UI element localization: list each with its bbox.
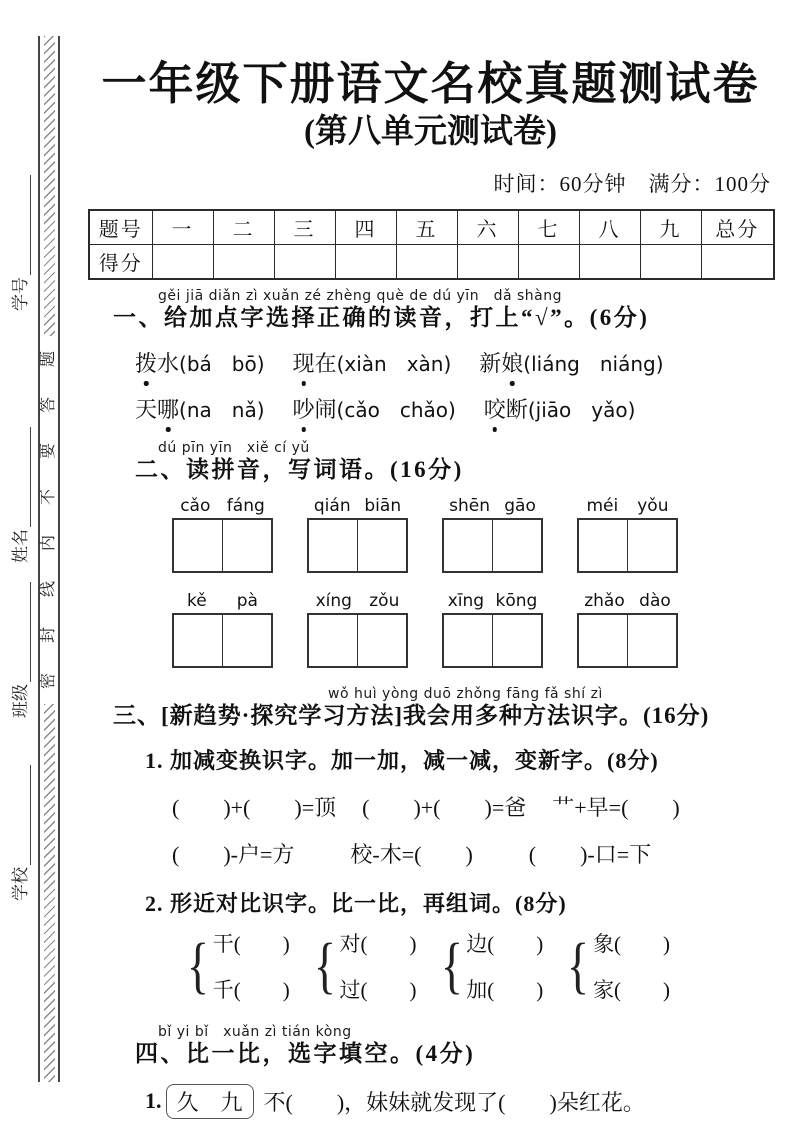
seal-char: 答 xyxy=(39,396,57,414)
hatch-pattern-top xyxy=(44,36,55,336)
section1-heading: 一、给加点字选择正确的读音，打上“√”。(6分) xyxy=(113,304,650,330)
score-cell[interactable] xyxy=(457,244,518,279)
target-word xyxy=(135,351,179,376)
school-field[interactable] xyxy=(9,758,31,908)
target-word xyxy=(135,397,179,422)
syllable: zǒu xyxy=(369,590,400,611)
score-cell[interactable] xyxy=(701,244,774,279)
pair-line[interactable]: 过( ) xyxy=(339,977,417,1002)
syllable: biān xyxy=(364,495,402,516)
char: 新 xyxy=(479,350,502,376)
hatch-pattern-bottom xyxy=(44,704,55,1082)
paper-title: 一年级下册语文名校真题测试卷 xyxy=(101,59,760,109)
pair-line[interactable]: 家( ) xyxy=(593,977,671,1002)
class-label: 班级 xyxy=(11,684,30,718)
answer-boxes xyxy=(442,518,543,573)
section-1 xyxy=(88,288,773,424)
reading-item[interactable] xyxy=(135,347,265,378)
paper-subtitle: (第八单元测试卷) xyxy=(304,114,557,151)
answer-boxes xyxy=(307,613,408,668)
box-pinyin xyxy=(442,496,543,516)
target-word xyxy=(484,397,528,422)
student-number-blank[interactable] xyxy=(15,175,31,275)
answer-box[interactable] xyxy=(579,615,628,666)
answer-box[interactable] xyxy=(309,615,358,666)
answer-boxes xyxy=(577,518,678,573)
reading-item[interactable] xyxy=(293,347,452,378)
dotted-char: 娘 xyxy=(501,347,523,378)
student-name-label: 姓名 xyxy=(11,529,30,563)
brace-icon: { xyxy=(440,931,463,1000)
syllable: qián xyxy=(313,495,351,516)
syllable: dào xyxy=(639,590,671,611)
box-pinyin xyxy=(442,591,543,611)
answer-box[interactable] xyxy=(628,520,676,571)
dotted-char: 拨 xyxy=(135,347,157,378)
brace-icon: { xyxy=(313,931,336,1000)
answer-box[interactable] xyxy=(579,520,628,571)
word-box-group xyxy=(577,591,678,668)
answer-box[interactable] xyxy=(444,615,493,666)
score-table xyxy=(88,209,775,280)
section3-sub2: 2. 形近对比识字。比一比，再组词。(8分) xyxy=(145,890,567,916)
choice-characters-box[interactable]: 久 九 xyxy=(166,1084,254,1119)
char-equation[interactable]: 校-木=( ) xyxy=(350,841,473,867)
syllable: shēn xyxy=(449,495,490,516)
section1-pinyin: gěi jiā diǎn zì xuǎn zé zhèng què de dú yīn dǎ shàng xyxy=(158,287,562,304)
compare-pair xyxy=(437,928,544,1004)
char-equation[interactable]: ( )+( )=爸 xyxy=(362,794,527,820)
syllable: kě xyxy=(187,590,207,611)
seal-char: 内 xyxy=(39,534,57,552)
seal-char: 题 xyxy=(39,350,57,368)
char-equation[interactable]: ( )-户=方 xyxy=(172,841,295,867)
answer-box[interactable] xyxy=(223,520,271,571)
score-cell[interactable] xyxy=(274,244,335,279)
seal-char: 密 xyxy=(39,672,57,690)
paper-content xyxy=(88,56,773,1119)
pinyin-options[interactable]: (xiàn xàn) xyxy=(336,351,452,376)
section-2 xyxy=(88,440,773,668)
syllable: zhǎo xyxy=(584,590,625,611)
box-pinyin xyxy=(172,591,273,611)
score-cell[interactable] xyxy=(152,244,213,279)
compare-pair xyxy=(310,928,417,1004)
answer-boxes xyxy=(172,518,273,573)
target-word xyxy=(293,397,337,422)
answer-box[interactable] xyxy=(309,520,358,571)
syllable: fáng xyxy=(226,495,265,516)
word-box-group xyxy=(307,591,408,668)
pinyin-options[interactable]: (liáng niáng) xyxy=(523,351,664,376)
question-number-header: 题号 xyxy=(89,210,152,245)
answer-box[interactable] xyxy=(174,520,223,571)
pair-line[interactable]: 加( ) xyxy=(466,977,544,1002)
section4-pinyin: bǐ yi bǐ xuǎn zì tián kòng xyxy=(158,1023,352,1040)
target-word xyxy=(479,351,523,376)
col-header: 四 xyxy=(335,210,396,245)
section1-row2 xyxy=(135,393,773,424)
reading-item[interactable] xyxy=(293,393,456,424)
section4-heading: 四、比一比，选字填空。(4分) xyxy=(135,1040,476,1066)
char: 闹 xyxy=(314,396,337,422)
answer-boxes xyxy=(172,613,273,668)
char-equation[interactable]: ( )-口=下 xyxy=(528,841,652,867)
syllable: kōng xyxy=(495,590,538,611)
target-word xyxy=(293,351,337,376)
score-cell[interactable] xyxy=(396,244,457,279)
score-cell[interactable] xyxy=(518,244,579,279)
section2-heading: 二、读拼音，写词语。(16分) xyxy=(135,456,464,482)
section2-row2 xyxy=(172,591,773,668)
score-table-score-row xyxy=(89,244,774,279)
syllable: xīng xyxy=(447,590,485,611)
word-box-group xyxy=(442,591,543,668)
dotted-char: 咬 xyxy=(484,393,506,424)
col-header: 一 xyxy=(152,210,213,245)
syllable: gāo xyxy=(504,495,536,516)
seal-char: 封 xyxy=(39,626,57,644)
section2-pinyin: dú pīn yīn xiě cí yǔ xyxy=(158,439,310,456)
equation-row1 xyxy=(172,791,773,822)
col-header: 七 xyxy=(518,210,579,245)
score-row-label: 得分 xyxy=(89,244,152,279)
box-pinyin xyxy=(172,496,273,516)
pinyin-options[interactable]: (cǎo chǎo) xyxy=(336,397,456,422)
box-pinyin xyxy=(577,591,678,611)
section4-item1 xyxy=(145,1084,773,1119)
syllable: cǎo xyxy=(180,495,211,516)
student-number-field[interactable] xyxy=(9,168,31,318)
school-label: 学校 xyxy=(11,867,30,901)
syllable: yǒu xyxy=(637,495,669,516)
col-header: 五 xyxy=(396,210,457,245)
exam-meta: 时间：60分钟 满分：100分 xyxy=(493,171,771,196)
syllable: xíng xyxy=(315,590,352,611)
reading-item[interactable] xyxy=(479,347,663,378)
seal-char: 要 xyxy=(39,442,57,460)
char: 天 xyxy=(135,396,158,422)
score-table-header-row xyxy=(89,210,774,245)
word-box-group xyxy=(172,591,273,668)
class-field[interactable] xyxy=(9,575,31,725)
col-header: 九 xyxy=(640,210,701,245)
char: 水 xyxy=(157,350,180,376)
answer-box[interactable] xyxy=(358,520,406,571)
answer-boxes xyxy=(442,613,543,668)
word-box-group xyxy=(172,496,273,573)
score-cell[interactable] xyxy=(579,244,640,279)
col-header: 六 xyxy=(457,210,518,245)
answer-box[interactable] xyxy=(444,520,493,571)
section2-row1 xyxy=(172,496,773,573)
box-pinyin xyxy=(307,591,408,611)
answer-box[interactable] xyxy=(493,520,541,571)
answer-box[interactable] xyxy=(358,615,406,666)
answer-boxes xyxy=(307,518,408,573)
compare-pair xyxy=(563,928,670,1004)
syllable: pà xyxy=(236,590,258,611)
syllable: méi xyxy=(586,495,619,516)
col-header: 八 xyxy=(579,210,640,245)
word-box-group xyxy=(307,496,408,573)
char-equation[interactable]: 艹+早=( ) xyxy=(552,794,680,820)
seal-char: 线 xyxy=(39,580,57,598)
score-cell[interactable] xyxy=(213,244,274,279)
answer-boxes xyxy=(577,613,678,668)
pinyin-options[interactable]: (na nǎ) xyxy=(179,397,265,422)
compare-pair xyxy=(183,928,290,1004)
pair-line[interactable]: 对( ) xyxy=(339,931,417,956)
reading-item[interactable] xyxy=(484,393,636,424)
section-4 xyxy=(88,1024,773,1119)
col-header: 三 xyxy=(274,210,335,245)
student-name-field[interactable] xyxy=(9,420,31,570)
answer-box[interactable] xyxy=(223,615,271,666)
seal-char: 不 xyxy=(39,488,57,506)
box-pinyin xyxy=(307,496,408,516)
section3-sub1: 1. 加减变换识字。加一加，减一减，变新字。(8分) xyxy=(145,747,659,773)
student-name-blank[interactable] xyxy=(15,427,31,527)
fill-in-sentence[interactable]: 不( )，妹妹就发现了( )朵红花。 xyxy=(263,1089,645,1115)
seal-line-band xyxy=(38,36,60,1082)
brace-icon: { xyxy=(186,931,210,1000)
char-equation[interactable]: ( )+( )=顶 xyxy=(172,794,337,820)
section1-row1 xyxy=(135,347,773,378)
score-cell[interactable] xyxy=(640,244,701,279)
pair-line[interactable]: 象( ) xyxy=(593,931,671,956)
compare-pairs-row xyxy=(183,928,773,1004)
pair-line[interactable]: 边( ) xyxy=(466,931,544,956)
item-number: 1. xyxy=(145,1088,162,1113)
dotted-char: 现 xyxy=(293,347,315,378)
col-header: 二 xyxy=(213,210,274,245)
brace-icon: { xyxy=(567,931,590,1000)
word-box-group xyxy=(442,496,543,573)
section3-pinyin: wǒ huì yòng duō zhǒng fāng fǎ shí zì xyxy=(328,685,603,702)
equation-row2 xyxy=(172,838,773,869)
pinyin-options[interactable]: (jiāo yǎo) xyxy=(527,397,636,422)
answer-box[interactable] xyxy=(628,615,676,666)
pinyin-options[interactable]: (bá bō) xyxy=(179,351,265,376)
total-score-header: 总分 xyxy=(701,210,774,245)
box-pinyin xyxy=(577,496,678,516)
char: 在 xyxy=(314,350,337,376)
answer-box[interactable] xyxy=(493,615,541,666)
student-number-label: 学号 xyxy=(11,277,30,311)
reading-item[interactable] xyxy=(135,393,265,424)
section-3 xyxy=(88,686,773,1004)
score-cell[interactable] xyxy=(335,244,396,279)
dotted-char: 吵 xyxy=(293,393,315,424)
school-blank[interactable] xyxy=(15,765,31,865)
dotted-char: 哪 xyxy=(157,393,179,424)
word-box-group xyxy=(577,496,678,573)
pair-line[interactable]: 干( ) xyxy=(212,931,290,956)
section3-heading: 三、[新趋势·探究学习方法]我会用多种方法识字。(16分) xyxy=(113,702,710,728)
class-blank[interactable] xyxy=(15,582,31,682)
char: 断 xyxy=(505,396,528,422)
pair-line[interactable]: 千( ) xyxy=(212,977,290,1002)
answer-box[interactable] xyxy=(174,615,223,666)
